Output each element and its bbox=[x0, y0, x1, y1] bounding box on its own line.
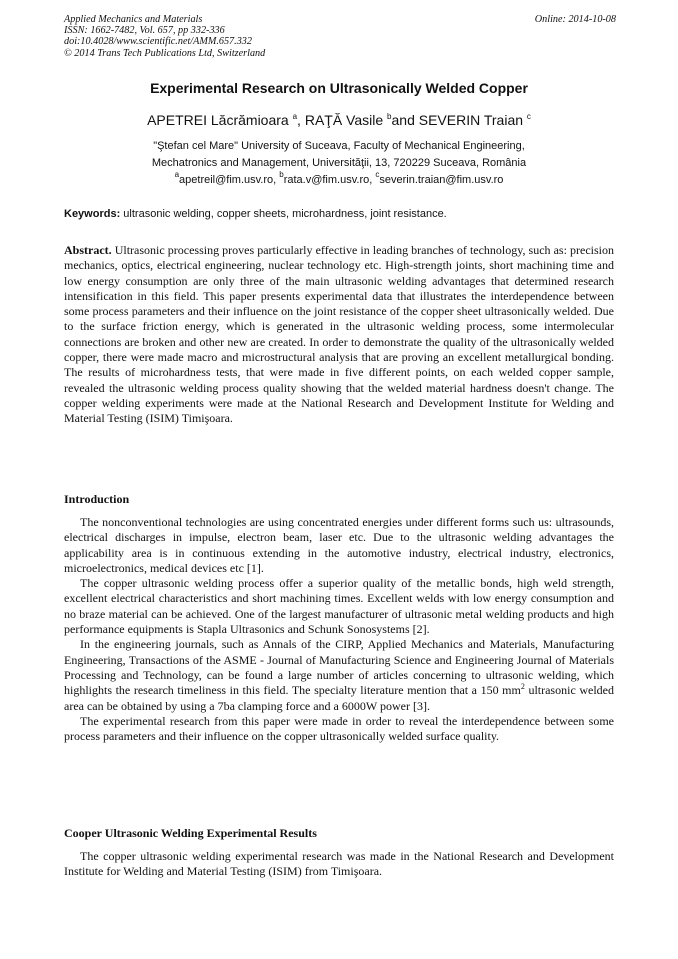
paragraph: The nonconventional technologies are using concentrated energies under different forms such us: ultrasounds, electrical discharges in impulse, electron beam, laser etc. Due to the ultrasonic welding advantages the applicability area is in continuous extending in the automotive industry, electrical industry, electronics, microelectronics, medical devices etc [1]. bbox=[64, 515, 614, 575]
keywords-label: Keywords: bbox=[64, 208, 121, 220]
author-list bbox=[0, 112, 678, 128]
paper-title: Experimental Research on Ultrasonically Welded Copper bbox=[150, 80, 528, 96]
paragraph: The copper ultrasonic welding process offer a superior quality of the metallic bonds, high weld strength, excellent electrical characteristics and short machining times. Excellent welds with low energy consumption and no braze material can be achieved. One of the largest manufacturer of ultrasonic metal welding products and high performance equipments is Stapla Ultrasonics and Schunk Sonosystems [2]. bbox=[64, 576, 614, 637]
online-date: Online: 2014-10-08 bbox=[534, 14, 616, 25]
abstract bbox=[64, 243, 614, 427]
journal-name: Applied Mechanics and Materials bbox=[64, 14, 203, 25]
author-name: RAŢĂ Vasile bbox=[304, 112, 384, 128]
email-link[interactable]: severin.traian@fim.usv.ro bbox=[379, 174, 504, 186]
affiliation-line: Mechatronics and Management, Universităţii, 13, 720229 Suceava, România bbox=[151, 157, 527, 169]
email-mark: c bbox=[375, 170, 380, 179]
author-affil-mark: c bbox=[526, 112, 531, 121]
keywords bbox=[64, 208, 616, 220]
affiliation-line: "Ştefan cel Mare" University of Suceava, Faculty of Mechanical Engineering, bbox=[153, 140, 525, 152]
issn-line: ISSN: 1662-7482, Vol. 657, pp 332-336 bbox=[64, 25, 225, 37]
paragraph bbox=[64, 637, 614, 713]
copyright-line: © 2014 Trans Tech Publications Ltd, Switzerland bbox=[64, 47, 266, 59]
paragraph-text: ultrasonic welded area can be obtained by using a 7ba clamping force and a 6000W power [3]. bbox=[64, 683, 614, 713]
journal-header bbox=[64, 14, 616, 59]
email-link[interactable]: apetreil@fim.usv.ro, bbox=[179, 174, 280, 186]
abstract-label: Abstract. bbox=[64, 243, 112, 257]
author-affil-mark: b bbox=[387, 112, 392, 121]
paragraph: The copper ultrasonic welding experimental research was made in the National Research and Development Institute for Welding and Material Testing (ISIM) from Timişoara. bbox=[64, 849, 614, 879]
section-heading: Cooper Ultrasonic Welding Experimental Results bbox=[64, 826, 317, 840]
author-separator: , bbox=[297, 112, 305, 128]
email-link[interactable]: rata.v@fim.usv.ro, bbox=[283, 174, 376, 186]
abstract-paragraph bbox=[64, 243, 614, 427]
introduction-heading: Introduction bbox=[64, 492, 130, 506]
author-separator: and bbox=[391, 112, 419, 128]
affiliation bbox=[0, 138, 678, 172]
author-affil-mark: a bbox=[292, 112, 298, 121]
keywords-text: ultrasonic welding, copper sheets, microhardness, joint resistance. bbox=[120, 208, 447, 220]
paragraph-text: In the engineering journals, such as Annals of the CIRP, Applied Mechanics and Materials, Manufacturing Engineering, Transactions of the ASME - Journal of Manufacturing Science and Engineering Journal of Materials Processing and Technology, can be found a large number of articles concerning to ultrasonic welding, which highlights the research timeliness in this field. The specialty literature mention that a 150 mm bbox=[64, 637, 614, 698]
paragraph: The experimental research from this paper were made in order to reveal the interdependence between some process parameters and their influence on the copper ultrasonically welded surface quality. bbox=[64, 713, 614, 744]
email-mark: b bbox=[279, 170, 284, 179]
author-emails bbox=[0, 170, 678, 186]
doi-line: doi:10.4028/www.scientific.net/AMM.657.332 bbox=[64, 36, 252, 48]
superscript: 2 bbox=[520, 682, 525, 692]
section-body bbox=[64, 849, 614, 880]
author-name: SEVERIN Traian bbox=[418, 112, 524, 128]
abstract-text: Ultrasonic processing proves particularly effective in leading branches of technology, such as: precision mechanics, optics, electrical engineering, nuclear technology etc. High-strength joints, short machining time and low energy consumption are only three of the main ultrasonic welding advantages that determined research intensification in this field. This paper presents experimental data that illustrates the interdependence between some process parameters and their influence on the joint resistance of the copper sheet ultrasonically welded. Due to the surface friction energy, which is generated in the ultrasonic welding process, some intermolecular connections are broken and other new are created. In order to demonstrate the quality of the ultrasonically welded copper, there were made macro and microstructural analysis that are proving an excellent metallurgical bonding. The results of microhardness tests, that were made in five different points, on each welded copper sample, revealed the ultrasonic welding process quality showing that the welded material hardness doesn't change. The copper welding experiments were made at the National Research and Development Institute for Welding and Material Testing (ISIM) Timişoara. bbox=[64, 243, 614, 426]
author-name: APETREI Lăcrămioara bbox=[147, 112, 289, 128]
email-mark: a bbox=[174, 170, 180, 179]
introduction-body bbox=[64, 515, 614, 744]
